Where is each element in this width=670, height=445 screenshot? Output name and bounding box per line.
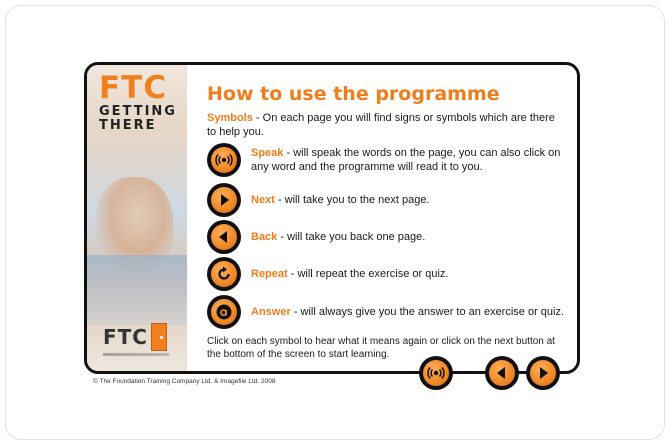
copyright-text: © The Foundation Training Company Ltd. & Imagefile Ltd. 2008 <box>93 378 276 385</box>
symbol-row-back: Back - will take you back one page. <box>207 220 567 256</box>
content-panel <box>84 62 580 374</box>
answer-icon <box>215 303 233 321</box>
instructions <box>207 83 557 139</box>
repeat-icon <box>215 265 233 283</box>
next-icon <box>215 191 233 209</box>
ftc-company-logo: FTC <box>103 323 183 363</box>
symbols-intro: Symbols - On each page you will find signs or symbols which are there to help you. <box>207 112 555 138</box>
next-icon <box>534 364 552 382</box>
door-icon <box>151 323 167 351</box>
speak-icon <box>427 364 445 382</box>
nav-speak-button[interactable] <box>419 356 453 390</box>
back-icon <box>215 228 233 246</box>
ftc-getting-there-logo: FTC GETTING THERE <box>99 70 177 133</box>
next-button[interactable] <box>207 183 241 217</box>
symbol-row-repeat: Repeat - will repeat the exercise or quiz. <box>207 257 567 293</box>
speak-icon <box>215 151 233 169</box>
side-photo <box>87 65 187 371</box>
back-button[interactable] <box>207 220 241 254</box>
nav-next-button[interactable] <box>526 356 560 390</box>
footer-instruction: Click on each symbol to hear what it means again or click on the next button at the bottom of the screen to start learning. <box>207 336 555 360</box>
answer-button[interactable] <box>207 295 241 329</box>
symbol-row-speak: Speak - will speak the words on the page, you can also click on any word and the programme will read it to you. <box>207 143 567 179</box>
speak-button[interactable] <box>207 143 241 177</box>
repeat-button[interactable] <box>207 257 241 291</box>
page-title: How to use the programme <box>207 83 500 105</box>
symbol-row-answer: Answer - will always give you the answer to an exercise or quiz. <box>207 295 567 331</box>
nav-back-button[interactable] <box>485 356 519 390</box>
back-icon <box>493 364 511 382</box>
symbol-row-next: Next - will take you to the next page. <box>207 183 567 219</box>
